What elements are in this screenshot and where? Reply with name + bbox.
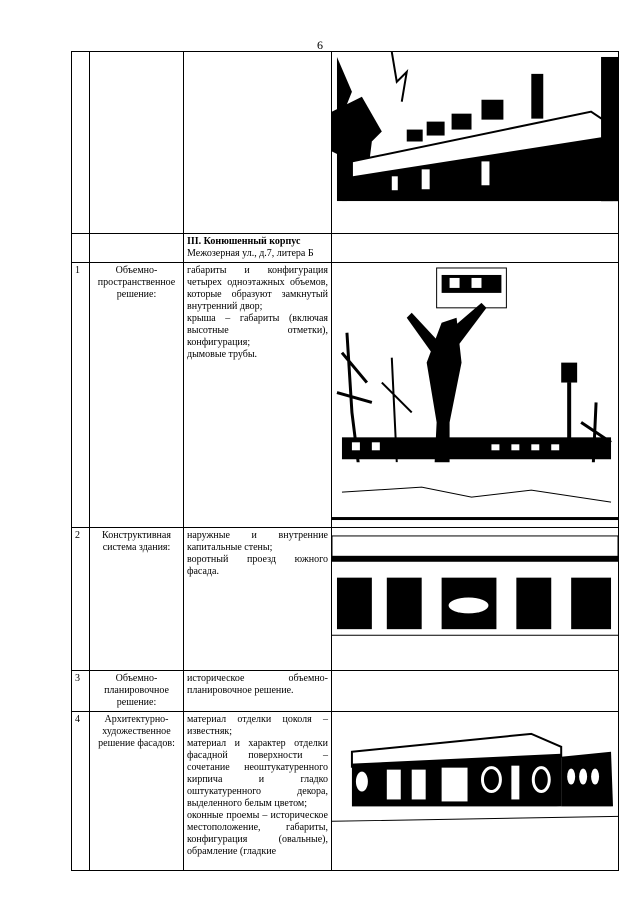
description-line: оконные проемы – историческое местоположение, габариты, конфигурация (овальные), обрамление (гладкие (187, 810, 328, 857)
row-name: Конструктивная система здания: (90, 528, 184, 671)
photo-cell (332, 263, 619, 528)
empty-cell (72, 234, 90, 263)
empty-cell (332, 671, 619, 712)
photo-cell (332, 712, 619, 871)
section-title-cell (184, 234, 332, 263)
table-row (72, 712, 619, 871)
row-number: 3 (72, 671, 90, 712)
section-title: III. Конюшенный корпус (187, 236, 301, 247)
photo-cell (332, 52, 619, 234)
row-description (184, 671, 332, 712)
row-name: Объемно-планировочное решение: (90, 671, 184, 712)
row-number: 1 (72, 263, 90, 528)
heritage-table (71, 51, 619, 871)
empty-cell (72, 52, 90, 234)
table-row (72, 263, 619, 528)
empty-cell (90, 52, 184, 234)
row-description (184, 712, 332, 871)
row-number: 4 (72, 712, 90, 871)
table-row (72, 671, 619, 712)
table-row (72, 528, 619, 671)
description-line: воротный проезд южного фасада. (187, 554, 328, 577)
row-name: Архитектурно-художественное решение фасадов: (90, 712, 184, 871)
empty-cell (184, 52, 332, 234)
description-line: дымовые трубы. (187, 349, 258, 360)
description-line: историческое объемно-планировочное решение. (187, 673, 328, 696)
page-number: 6 (317, 38, 323, 52)
section-header-row (72, 234, 619, 263)
description-line: габариты и конфигурация четырех одноэтажных объемов, которые образуют замкнутый внутренний двор; (187, 265, 328, 312)
row-name: Объемно-пространственное решение: (90, 263, 184, 528)
description-line: материал и характер отделки фасадной поверхности – сочетание неоштукатуренного кирпича и гладко оштукатуренного декора, выделенного белым цветом; (187, 738, 328, 809)
empty-cell (90, 234, 184, 263)
table-row (72, 52, 619, 234)
description-line: наружные и внутренние капитальные стены; (187, 530, 328, 553)
arched-facade-photo (332, 528, 618, 670)
row-description (184, 528, 332, 671)
row-number: 2 (72, 528, 90, 671)
tree-courtyard-photo (332, 263, 618, 527)
photo-cell (332, 528, 619, 671)
row-description (184, 263, 332, 528)
section-address: Межозерная ул., д.7, литера Б (187, 248, 314, 259)
description-line: материал отделки цоколя – известняк; (187, 714, 328, 737)
oval-windows-facade-photo (332, 712, 618, 870)
description-line: крыша – габариты (включая высотные отметки), конфигурация; (187, 313, 328, 348)
empty-cell (332, 234, 619, 263)
building-snow-photo (332, 52, 618, 233)
